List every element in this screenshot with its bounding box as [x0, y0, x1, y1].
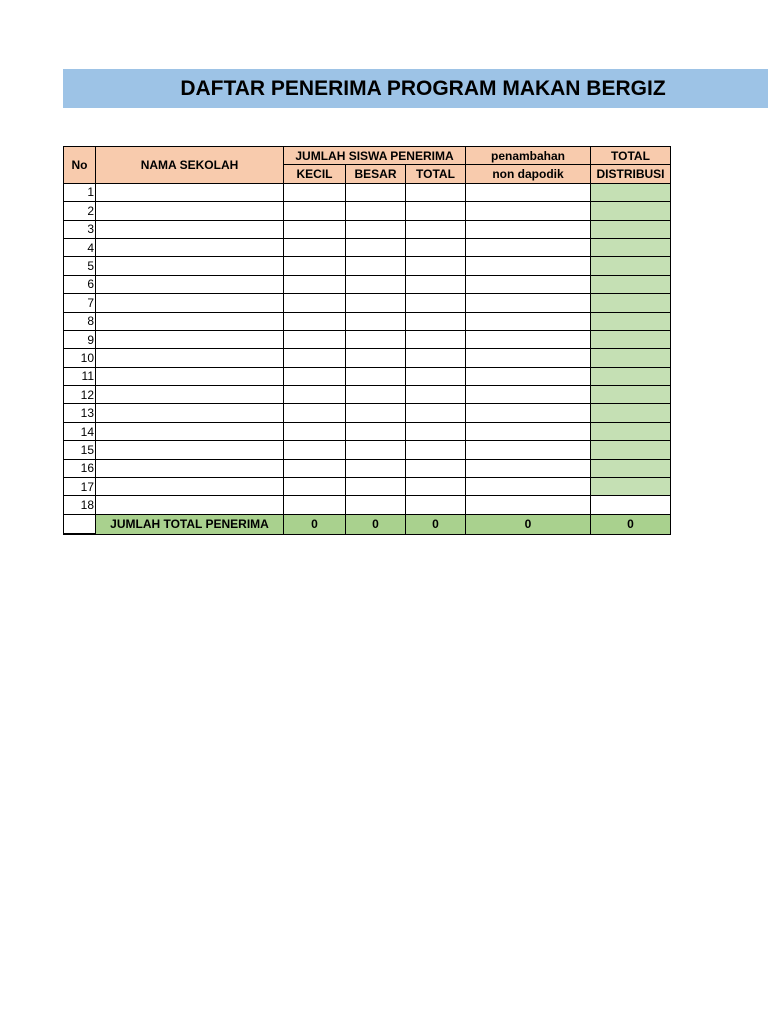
kecil-cell[interactable]: [284, 202, 346, 220]
penambahan-cell[interactable]: [466, 220, 591, 238]
table-row: [64, 422, 671, 440]
penambahan-cell[interactable]: [466, 238, 591, 256]
besar-cell[interactable]: [346, 238, 406, 256]
besar-cell[interactable]: [346, 386, 406, 404]
school-name-cell[interactable]: [96, 496, 284, 514]
besar-cell[interactable]: [346, 294, 406, 312]
total-cell[interactable]: [406, 257, 466, 275]
penambahan-cell[interactable]: [466, 496, 591, 514]
school-name-cell[interactable]: [96, 238, 284, 256]
header-non-dapodik[interactable]: non dapodik: [466, 165, 591, 183]
penambahan-cell[interactable]: [466, 459, 591, 477]
table-row: [64, 220, 671, 238]
total-cell[interactable]: [406, 312, 466, 330]
row-number-cell[interactable]: 6: [64, 275, 96, 293]
penambahan-cell[interactable]: [466, 202, 591, 220]
besar-cell[interactable]: [346, 220, 406, 238]
besar-cell[interactable]: [346, 367, 406, 385]
distribusi-cell[interactable]: [591, 367, 671, 385]
penambahan-cell[interactable]: [466, 386, 591, 404]
total-cell[interactable]: [406, 404, 466, 422]
header-total-distribusi-bottom[interactable]: DISTRIBUSI: [591, 165, 671, 183]
kecil-cell[interactable]: [284, 404, 346, 422]
table-row: [64, 478, 671, 496]
header-jumlah-siswa[interactable]: JUMLAH SISWA PENERIMA: [284, 147, 466, 165]
besar-cell[interactable]: [346, 275, 406, 293]
penambahan-cell[interactable]: [466, 349, 591, 367]
distribusi-cell[interactable]: [591, 386, 671, 404]
table-row: [64, 257, 671, 275]
table-row: [64, 294, 671, 312]
penambahan-cell[interactable]: [466, 422, 591, 440]
distribusi-cell[interactable]: [591, 459, 671, 477]
recipient-table: [63, 146, 671, 535]
distribusi-cell[interactable]: [591, 349, 671, 367]
besar-cell[interactable]: [346, 404, 406, 422]
kecil-cell[interactable]: [284, 257, 346, 275]
besar-cell[interactable]: [346, 330, 406, 348]
school-name-cell[interactable]: [96, 367, 284, 385]
distribusi-cell[interactable]: [591, 478, 671, 496]
kecil-cell[interactable]: [284, 183, 346, 201]
penambahan-cell[interactable]: [466, 294, 591, 312]
totals-no-cell[interactable]: [64, 514, 96, 534]
row-number-cell[interactable]: 11: [64, 367, 96, 385]
title-bar: [63, 69, 768, 108]
header-total-distribusi-top[interactable]: TOTAL: [591, 147, 671, 165]
row-number-cell[interactable]: 16: [64, 459, 96, 477]
besar-cell[interactable]: [346, 459, 406, 477]
table-row: [64, 349, 671, 367]
totals-total[interactable]: 0: [406, 514, 466, 534]
school-name-cell[interactable]: [96, 183, 284, 201]
penambahan-cell[interactable]: [466, 441, 591, 459]
school-name-cell[interactable]: [96, 312, 284, 330]
total-cell[interactable]: [406, 422, 466, 440]
distribusi-cell[interactable]: [591, 404, 671, 422]
row-number-cell[interactable]: 8: [64, 312, 96, 330]
besar-cell[interactable]: [346, 257, 406, 275]
distribusi-cell[interactable]: [591, 312, 671, 330]
school-name-cell[interactable]: [96, 459, 284, 477]
totals-penambahan[interactable]: 0: [466, 514, 591, 534]
table-row: [64, 312, 671, 330]
total-cell[interactable]: [406, 386, 466, 404]
header-no[interactable]: No: [64, 147, 96, 184]
kecil-cell[interactable]: [284, 275, 346, 293]
school-name-cell[interactable]: [96, 404, 284, 422]
kecil-cell[interactable]: [284, 441, 346, 459]
table-row: [64, 183, 671, 201]
kecil-cell[interactable]: [284, 422, 346, 440]
total-cell[interactable]: [406, 478, 466, 496]
distribusi-cell[interactable]: [591, 257, 671, 275]
total-cell[interactable]: [406, 202, 466, 220]
table-row: [64, 367, 671, 385]
table-row: [64, 202, 671, 220]
row-number-cell[interactable]: 12: [64, 386, 96, 404]
total-cell[interactable]: [406, 441, 466, 459]
distribusi-cell[interactable]: [591, 441, 671, 459]
penambahan-cell[interactable]: [466, 312, 591, 330]
kecil-cell[interactable]: [284, 294, 346, 312]
row-number-cell[interactable]: 13: [64, 404, 96, 422]
totals-label: JUMLAH TOTAL PENERIMA: [96, 514, 284, 534]
header-total[interactable]: TOTAL: [406, 165, 466, 183]
total-cell[interactable]: [406, 183, 466, 201]
distribusi-cell[interactable]: [591, 238, 671, 256]
total-cell[interactable]: [406, 496, 466, 514]
besar-cell[interactable]: [346, 441, 406, 459]
table-row: [64, 459, 671, 477]
table-row: [64, 496, 671, 514]
besar-cell[interactable]: [346, 422, 406, 440]
besar-cell[interactable]: [346, 183, 406, 201]
table-row: [64, 330, 671, 348]
besar-cell[interactable]: [346, 478, 406, 496]
school-name-cell[interactable]: [96, 220, 284, 238]
table-row: [64, 404, 671, 422]
row-number-cell[interactable]: 17: [64, 478, 96, 496]
total-cell[interactable]: [406, 294, 466, 312]
school-name-cell[interactable]: [96, 275, 284, 293]
kecil-cell[interactable]: [284, 459, 346, 477]
school-name-cell[interactable]: [96, 422, 284, 440]
school-name-cell[interactable]: [96, 478, 284, 496]
distribusi-cell[interactable]: [591, 294, 671, 312]
total-cell[interactable]: [406, 367, 466, 385]
row-number-cell[interactable]: 14: [64, 422, 96, 440]
school-name-cell[interactable]: [96, 349, 284, 367]
school-name-cell[interactable]: [96, 202, 284, 220]
kecil-cell[interactable]: [284, 330, 346, 348]
distribusi-cell[interactable]: [591, 202, 671, 220]
kecil-cell[interactable]: [284, 312, 346, 330]
distribusi-cell[interactable]: [591, 422, 671, 440]
school-name-cell[interactable]: [96, 294, 284, 312]
table-row: [64, 441, 671, 459]
totals-row: [64, 514, 671, 534]
row-number-cell[interactable]: 9: [64, 330, 96, 348]
table-row: [64, 275, 671, 293]
distribusi-cell[interactable]: [591, 275, 671, 293]
row-number-cell[interactable]: 3: [64, 220, 96, 238]
kecil-cell[interactable]: [284, 238, 346, 256]
row-number-cell[interactable]: 7: [64, 294, 96, 312]
total-cell[interactable]: [406, 349, 466, 367]
distribusi-cell[interactable]: [591, 183, 671, 201]
penambahan-cell[interactable]: [466, 183, 591, 201]
besar-cell[interactable]: [346, 312, 406, 330]
school-name-cell[interactable]: [96, 257, 284, 275]
header-penambahan[interactable]: penambahan: [466, 147, 591, 165]
total-cell[interactable]: [406, 330, 466, 348]
school-name-cell[interactable]: [96, 441, 284, 459]
kecil-cell[interactable]: [284, 349, 346, 367]
table-row: [64, 386, 671, 404]
total-cell[interactable]: [406, 220, 466, 238]
total-cell[interactable]: [406, 459, 466, 477]
header-besar[interactable]: BESAR: [346, 165, 406, 183]
penambahan-cell[interactable]: [466, 330, 591, 348]
row-number-cell[interactable]: 10: [64, 349, 96, 367]
sheet-title: DAFTAR PENERIMA PROGRAM MAKAN BERGIZ: [180, 77, 666, 100]
header-kecil[interactable]: KECIL: [284, 165, 346, 183]
kecil-cell[interactable]: [284, 496, 346, 514]
besar-cell[interactable]: [346, 496, 406, 514]
besar-cell[interactable]: [346, 202, 406, 220]
distribusi-cell[interactable]: [591, 330, 671, 348]
distribusi-cell[interactable]: [591, 496, 671, 514]
penambahan-cell[interactable]: [466, 275, 591, 293]
school-name-cell[interactable]: [96, 386, 284, 404]
kecil-cell[interactable]: [284, 220, 346, 238]
totals-besar[interactable]: 0: [346, 514, 406, 534]
totals-kecil[interactable]: 0: [284, 514, 346, 534]
kecil-cell[interactable]: [284, 478, 346, 496]
kecil-cell[interactable]: [284, 386, 346, 404]
row-number-cell[interactable]: 1: [64, 183, 96, 201]
row-number-cell[interactable]: 18: [64, 496, 96, 514]
besar-cell[interactable]: [346, 349, 406, 367]
distribusi-cell[interactable]: [591, 220, 671, 238]
kecil-cell[interactable]: [284, 367, 346, 385]
total-cell[interactable]: [406, 238, 466, 256]
row-number-cell[interactable]: 15: [64, 441, 96, 459]
school-name-cell[interactable]: [96, 330, 284, 348]
table-row: [64, 238, 671, 256]
penambahan-cell[interactable]: [466, 478, 591, 496]
header-nama-sekolah[interactable]: NAMA SEKOLAH: [96, 147, 284, 184]
totals-distribusi[interactable]: 0: [591, 514, 671, 534]
row-number-cell[interactable]: 2: [64, 202, 96, 220]
penambahan-cell[interactable]: [466, 367, 591, 385]
penambahan-cell[interactable]: [466, 404, 591, 422]
row-number-cell[interactable]: 5: [64, 257, 96, 275]
row-number-cell[interactable]: 4: [64, 238, 96, 256]
total-cell[interactable]: [406, 275, 466, 293]
penambahan-cell[interactable]: [466, 257, 591, 275]
